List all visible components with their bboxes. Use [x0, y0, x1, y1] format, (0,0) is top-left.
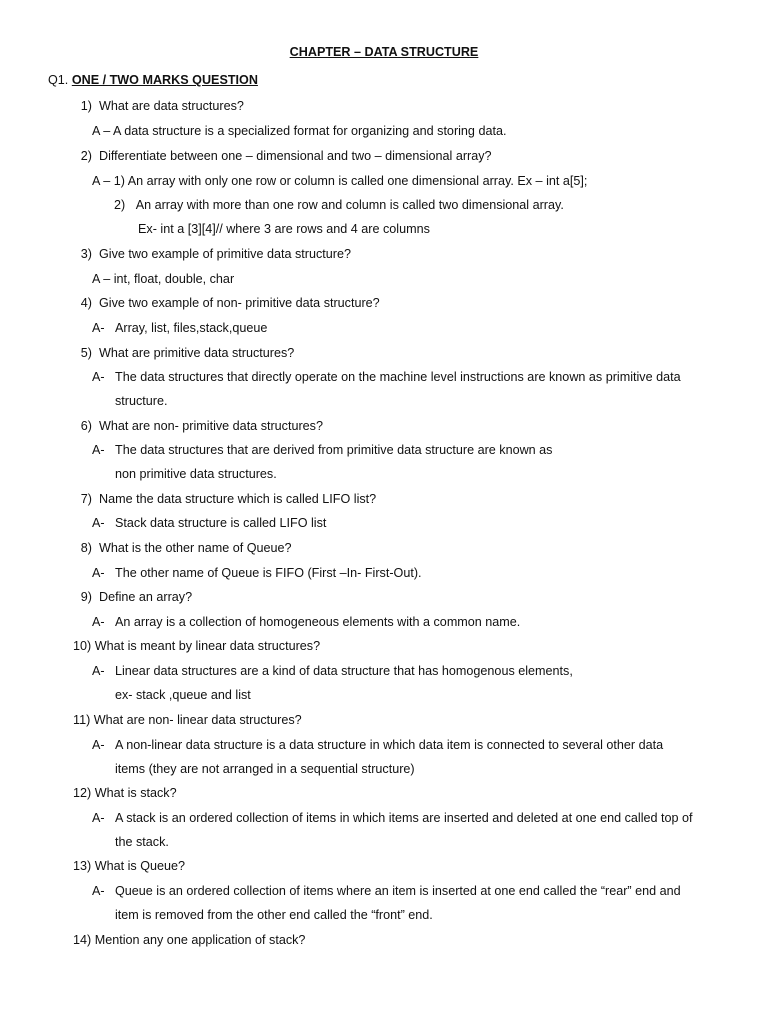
question-number: 9) — [80, 590, 92, 604]
question-text: What is meant by linear data structures? — [94, 639, 321, 653]
question-number: 3) — [80, 247, 92, 261]
answer-12 — [92, 810, 693, 826]
answer-text: Array, list, files,stack,queue — [115, 321, 268, 335]
answer-text: A non-linear data structure is a data structure in which data item is connected to several other data — [115, 738, 664, 752]
answer-text: Linear data structures are a kind of data structure that has homogenous elements, — [115, 664, 573, 678]
answer-text: The other name of Queue is FIFO (First –In- First-Out). — [115, 566, 422, 580]
answer-12-continued: the stack. — [115, 835, 169, 849]
question-text: What is Queue? — [94, 859, 186, 873]
question-number: 7) — [80, 492, 92, 506]
question-number: 6) — [80, 419, 92, 433]
question-text: Mention any one application of stack? — [94, 933, 306, 947]
answer-prefix: A- — [92, 566, 105, 580]
question-text: Define an array? — [99, 590, 193, 604]
question-number: 12) — [73, 786, 92, 800]
question-6 — [73, 418, 323, 434]
answer-text: Queue is an ordered collection of items where an item is inserted at one end called the “rear” end and — [115, 884, 681, 898]
question-number: 13) — [73, 859, 92, 873]
answer-text: A stack is an ordered collection of items in which items are inserted and deleted at one end called top of — [115, 811, 693, 825]
question-11 — [73, 712, 302, 728]
question-number: 11) — [73, 713, 91, 727]
answer-text: An array is a collection of homogeneous elements with a common name. — [115, 615, 521, 629]
question-2 — [73, 148, 492, 164]
answer-text: A data structure is a specialized format for organizing and storing data. — [113, 124, 507, 138]
answer-text: Stack data structure is called LIFO list — [115, 516, 327, 530]
answer-prefix: A- — [92, 811, 105, 825]
answer-5 — [92, 369, 681, 385]
answer-text: The data structures that directly operate on the machine level instructions are known as primitive data — [115, 370, 681, 384]
question-13 — [73, 858, 185, 874]
section-number: Q1. — [48, 73, 69, 87]
answer-11-continued: items (they are not arranged in a sequential structure) — [115, 762, 415, 776]
question-5 — [73, 345, 294, 361]
answer-prefix: A- — [92, 738, 105, 752]
answer-prefix: A- — [92, 321, 105, 335]
question-9 — [73, 589, 192, 605]
question-text: What is stack? — [94, 786, 177, 800]
question-12 — [73, 785, 177, 801]
question-4 — [73, 295, 380, 311]
answer-2-example: Ex- int a [3][4]// where 3 are rows and 4 are columns — [138, 222, 430, 236]
answer-7 — [92, 515, 326, 531]
answer-prefix: A- — [92, 615, 105, 629]
answer-5-continued: structure. — [115, 394, 168, 408]
answer-text: The data structures that are derived from primitive data structure are known as — [115, 443, 553, 457]
answer-8 — [92, 565, 422, 581]
answer-3 — [92, 271, 234, 287]
answer-prefix: A- — [92, 443, 105, 457]
answer-13 — [92, 883, 681, 899]
answer-prefix: A- — [92, 370, 105, 384]
question-text: What are data structures? — [99, 99, 244, 113]
question-text: Differentiate between one – dimensional and two – dimensional array? — [99, 149, 492, 163]
answer-prefix: A- — [92, 664, 105, 678]
answer-6-continued: non primitive data structures. — [115, 467, 277, 481]
answer-prefix: A- — [92, 884, 105, 898]
section-heading — [48, 72, 258, 88]
answer-text: An array with more than one row and column is called two dimensional array. — [135, 198, 564, 212]
question-3 — [73, 246, 351, 262]
question-10 — [73, 638, 320, 654]
sub-number: 2) — [114, 198, 126, 212]
answer-9 — [92, 614, 520, 630]
question-text: Give two example of primitive data structure? — [99, 247, 351, 261]
answer-text: int, float, double, char — [113, 272, 235, 286]
question-1 — [73, 98, 244, 114]
answer-1 — [92, 123, 506, 139]
answer-prefix: A – — [92, 272, 111, 286]
question-text: Name the data structure which is called LIFO list? — [99, 492, 377, 506]
answer-4 — [92, 320, 267, 336]
answer-11 — [92, 737, 663, 753]
question-number: 4) — [80, 296, 92, 310]
question-number: 5) — [80, 346, 92, 360]
answer-2-line-1: A – 1) An array with only one row or column is called one dimensional array. Ex – int a[5]; — [92, 174, 588, 188]
question-text: What are primitive data structures? — [99, 346, 295, 360]
question-text: What is the other name of Queue? — [99, 541, 292, 555]
question-number: 14) — [73, 933, 92, 947]
answer-10-continued: ex- stack ,queue and list — [115, 688, 251, 702]
answer-6 — [92, 442, 552, 458]
answer-2-sub-2 — [114, 197, 564, 213]
question-text: What are non- linear data structures? — [93, 713, 302, 727]
page-title: CHAPTER – DATA STRUCTURE — [289, 45, 479, 59]
question-7 — [73, 491, 376, 507]
answer-10 — [92, 663, 573, 679]
answer-prefix: A- — [92, 516, 105, 530]
question-14 — [73, 932, 305, 948]
question-number: 8) — [80, 541, 92, 555]
question-number: 2) — [80, 149, 92, 163]
answer-13-continued: item is removed from the other end called the “front” end. — [115, 908, 433, 922]
answer-prefix: A – — [92, 124, 111, 138]
question-text: What are non- primitive data structures? — [99, 419, 323, 433]
question-number: 10) — [73, 639, 92, 653]
question-number: 1) — [80, 99, 92, 113]
question-8 — [73, 540, 292, 556]
question-text: Give two example of non- primitive data structure? — [99, 296, 380, 310]
section-title: ONE / TWO MARKS QUESTION — [71, 73, 258, 87]
